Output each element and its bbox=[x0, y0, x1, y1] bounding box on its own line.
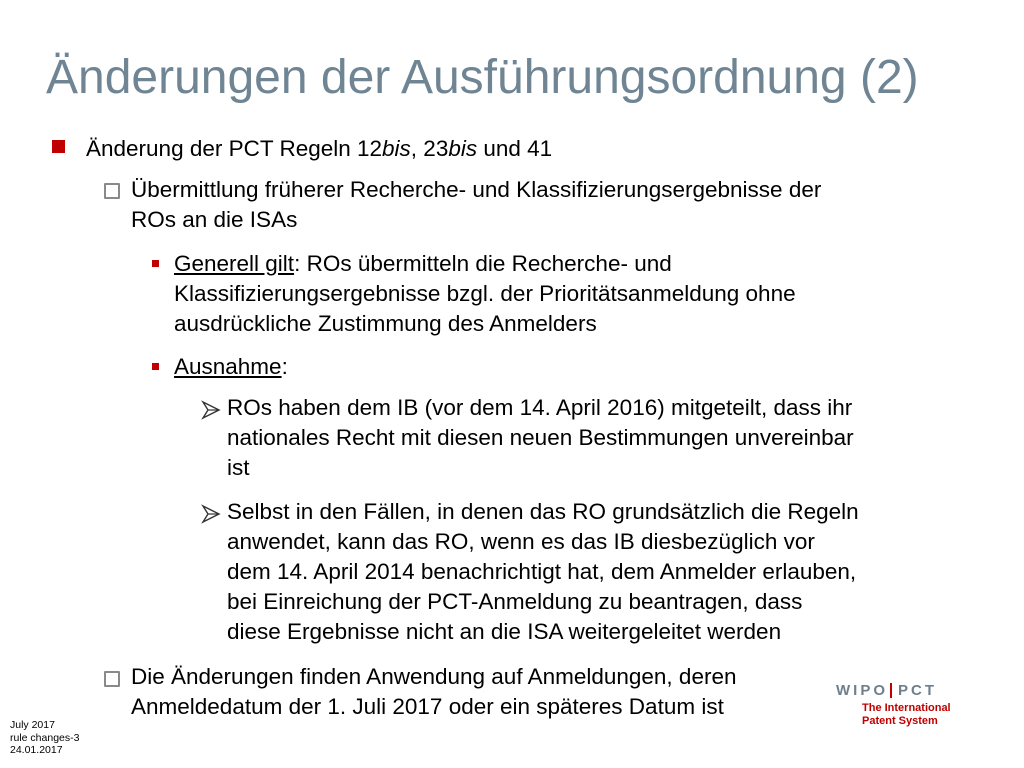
slide-title: Änderungen der Ausführungsordnung (2) bbox=[46, 51, 919, 104]
bullet-line: bei Einreichung der PCT-Anmeldung zu beantragen, dass bbox=[227, 589, 803, 614]
logo-separator bbox=[890, 683, 892, 698]
bullet-line: ist bbox=[227, 455, 250, 480]
bullet-text-mid: , 23 bbox=[410, 136, 449, 161]
bullet-line: Anmeldedatum der 1. Juli 2017 oder ein späteres Datum ist bbox=[131, 694, 724, 719]
bullet-transmission bbox=[131, 175, 951, 235]
bullet-line: Die Änderungen finden Anwendung auf Anmeldungen, deren bbox=[131, 664, 737, 689]
bullet-incompatible-law bbox=[227, 393, 967, 483]
bullet-line: Übermittlung früherer Recherche- und Klassifizierungsergebnisse der bbox=[131, 177, 822, 202]
exception-colon: : bbox=[281, 354, 288, 379]
logo-wipo: WIPO bbox=[836, 682, 888, 699]
bullet-line: ROs an die ISAs bbox=[131, 207, 298, 232]
arrow-bullet-icon bbox=[201, 400, 221, 420]
bullet-text-start: Änderung der PCT Regeln 12 bbox=[86, 136, 383, 161]
bullet-line: : ROs übermitteln die Recherche- und bbox=[294, 251, 672, 276]
footer-stamp: 24.01.2017 bbox=[10, 744, 63, 756]
small-square-bullet-icon bbox=[152, 260, 159, 267]
bis-italic-2: bis bbox=[448, 136, 478, 161]
bullet-line: nationales Recht mit diesen neuen Bestimmungen unvereinbar bbox=[227, 425, 854, 450]
square-bullet-icon bbox=[52, 140, 65, 153]
bullet-text-end: und 41 bbox=[477, 136, 553, 161]
bullet-applicability bbox=[131, 662, 851, 722]
bullet-line: Selbst in den Fällen, in denen das RO grundsätzlich die Regeln bbox=[227, 499, 859, 524]
logo-wordmark bbox=[836, 682, 976, 699]
logo-subtitle bbox=[862, 702, 976, 728]
logo-subtitle-line: Patent System bbox=[862, 715, 938, 727]
checkbox-bullet-icon bbox=[104, 671, 120, 687]
general-rule-label: Generell gilt bbox=[174, 251, 295, 276]
bullet-rule-change bbox=[86, 134, 552, 164]
checkbox-bullet-icon bbox=[104, 183, 120, 199]
bullet-line: ROs haben dem IB (vor dem 14. April 2016) mitgeteilt, dass ihr bbox=[227, 395, 853, 420]
footer-date: July 2017 bbox=[10, 719, 55, 731]
bullet-line: ausdrückliche Zustimmung des Anmelders bbox=[174, 311, 597, 336]
bullet-line: Klassifizierungsergebnisse bzgl. der Prioritätsanmeldung ohne bbox=[174, 281, 796, 306]
wipo-pct-logo bbox=[836, 682, 976, 728]
logo-pct: PCT bbox=[898, 682, 937, 699]
bullet-line: anwendet, kann das RO, wenn es das IB diesbezüglich vor bbox=[227, 529, 815, 554]
bullet-general-rule bbox=[174, 249, 934, 339]
arrow-bullet-icon bbox=[201, 504, 221, 524]
bullet-exception bbox=[174, 352, 288, 382]
bullet-line: dem 14. April 2014 benachrichtigt hat, dem Anmelder erlauben, bbox=[227, 559, 857, 584]
bis-italic-1: bis bbox=[382, 136, 411, 161]
footer-ref: rule changes-3 bbox=[10, 731, 80, 744]
bullet-line: diese Ergebnisse nicht an die ISA weitergeleitet werden bbox=[227, 619, 782, 644]
small-square-bullet-icon bbox=[152, 363, 159, 370]
exception-label: Ausnahme bbox=[174, 354, 282, 379]
bullet-applicant-request bbox=[227, 497, 967, 647]
slide-footer bbox=[10, 719, 79, 757]
logo-subtitle-line: The International bbox=[862, 702, 951, 714]
